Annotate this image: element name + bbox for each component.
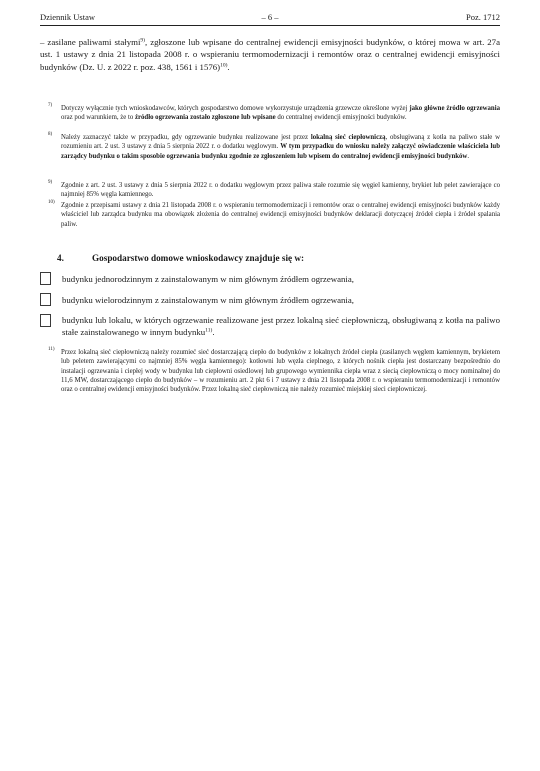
footnote-text: Zgodnie z przepisami ustawy z dnia 21 listopada 2008 r. o wspieraniu termomodernizacji i remontów oraz o centralnej ewidencji emisyjności budynków każdy właściciel lub zarządca budynku ma obowiązek złożenia do centralnej ewidencji emisyjności budynków deklaracji dotyczącej źródeł ciepła i źródeł spalania paliw.: [61, 202, 500, 228]
footnote-8: [40, 133, 500, 161]
journal-name: Dziennik Ustaw: [40, 12, 96, 22]
page-header: [40, 11, 500, 26]
intro-paragraph: – zasilane paliwami stałymi$^{9)}$, zgłoszone lub wpisane do centralnej ewidencji emisyjności budynków, o której mowa w art. 27a ust. 1 ustawy z dnia 21 listopada 2008 r. o wspieraniu termomodernizacji i remontów oraz o centralnej ewidencji emisyjności budynków (Dz. U. z 2022 r. poz. 438, 1561 i 1576)$^{10)}$.: [40, 37, 500, 72]
position-number: Poz. 1712: [466, 12, 500, 22]
option-multi-family-label: budynku wielorodzinnym z zainstalowanym w nim głównym źródłem ogrzewania,: [62, 295, 354, 305]
footnote-number: 10): [48, 200, 55, 205]
footnote-ref-10: 10): [220, 62, 228, 69]
footnote-text: Przez lokalną sieć ciepłowniczą należy rozumieć sieć dostarczającą ciepło do budynków z lokalnych źródeł ciepła (zasilanych węglem kamiennym, brykietem lub peletem zawierającymi co najmniej 85% węgla kamiennego): kotłowni lub węzła cieplnego, z których nośnik ciepła jest dostarczany bezpośrednio do instalacji ogrzewania i ciepłej wody w budynku lub ciepłowni osiedlowej lub grupowego wymiennika ciepła wraz z siecią ciepłowniczą o mocy nominalnej do 11,6 MW, dostarczającego ciepło do budynków – w rozumieniu art. 2 pkt 6 i 7 ustawy z dnia 21 listopada 2008 r. o wspieraniu termomodernizacji i remontów oraz o centralnej ewidencji emisyjności budynków. Przez lokalną sieć ciepłowniczą nie należy rozumieć miejskiej sieci ciepłowniczej.: [61, 349, 500, 394]
footnote-text: Zgodnie z art. 2 ust. 3 ustawy z dnia 5 sierpnia 2022 r. o dodatku węglowym przez paliwa stałe rozumie się węgiel kamienny, brykiet lub pelet zawierające co najmniej 85% węgla kamiennego.: [61, 182, 500, 199]
section-number: 4.: [57, 253, 64, 263]
footnote-7: [40, 104, 500, 123]
option-local-heating-network-label: budynku lub lokalu, w których ogrzewanie realizowane jest przez lokalną sieć ciepłowniczą, obsługiwaną z kotła na paliwo stałe zainstalowanego w innym budynku$^{11)}$.: [62, 315, 500, 338]
page-number: – 6 –: [261, 12, 279, 22]
footnote-text: Należy zaznaczyć także w przypadku, gdy ogrzewanie budynku realizowane jest przez lokalną sieć ciepłowniczą, obsługiwaną z kotła na paliwo stałe w rozumieniu art. 2 ust. 3 ustawy z dnia 5 sierpnia 2022 r. o dodatku węglowym. W tym przypadku do wniosku należy załączyć oświadczenie właściciela lub zarządcy budynku o takim sposobie ogrzewania budynku zgodnie ze zgłoszeniem lub wpisem do centralnej ewidencji emisyjności budynków.: [61, 134, 500, 160]
footnote-ref-11: 11): [205, 327, 213, 334]
section-title: Gospodarstwo domowe wnioskodawcy znajduje się w:: [92, 253, 305, 263]
footnote-number: 9): [48, 180, 53, 185]
checkbox-single-family[interactable]: [40, 272, 51, 285]
footnote-number: 7): [48, 103, 53, 108]
footnote-10: [40, 201, 500, 229]
footnote-number: 8): [48, 132, 53, 137]
footnote-ref-9: 9): [140, 37, 145, 44]
checkbox-multi-family[interactable]: [40, 293, 51, 306]
footnote-9: [40, 181, 500, 200]
footnote-text: Dotyczy wyłącznie tych wnioskodawców, których gospodarstwo domowe wykorzystuje urządzenia grzewcze określone wyżej jako główne źródło ogrzewania oraz pod warunkiem, że to źródło ogrzewania zostało zgłoszone lub wpisane do centralnej ewidencji emisyjności budynków.: [61, 105, 500, 122]
footnote-number: 11): [48, 347, 55, 352]
option-single-family-label: budynku jednorodzinnym z zainstalowanym w nim głównym źródłem ogrzewania,: [62, 274, 354, 284]
checkbox-local-heating-network[interactable]: [40, 314, 51, 327]
footnote-11: [40, 348, 500, 394]
